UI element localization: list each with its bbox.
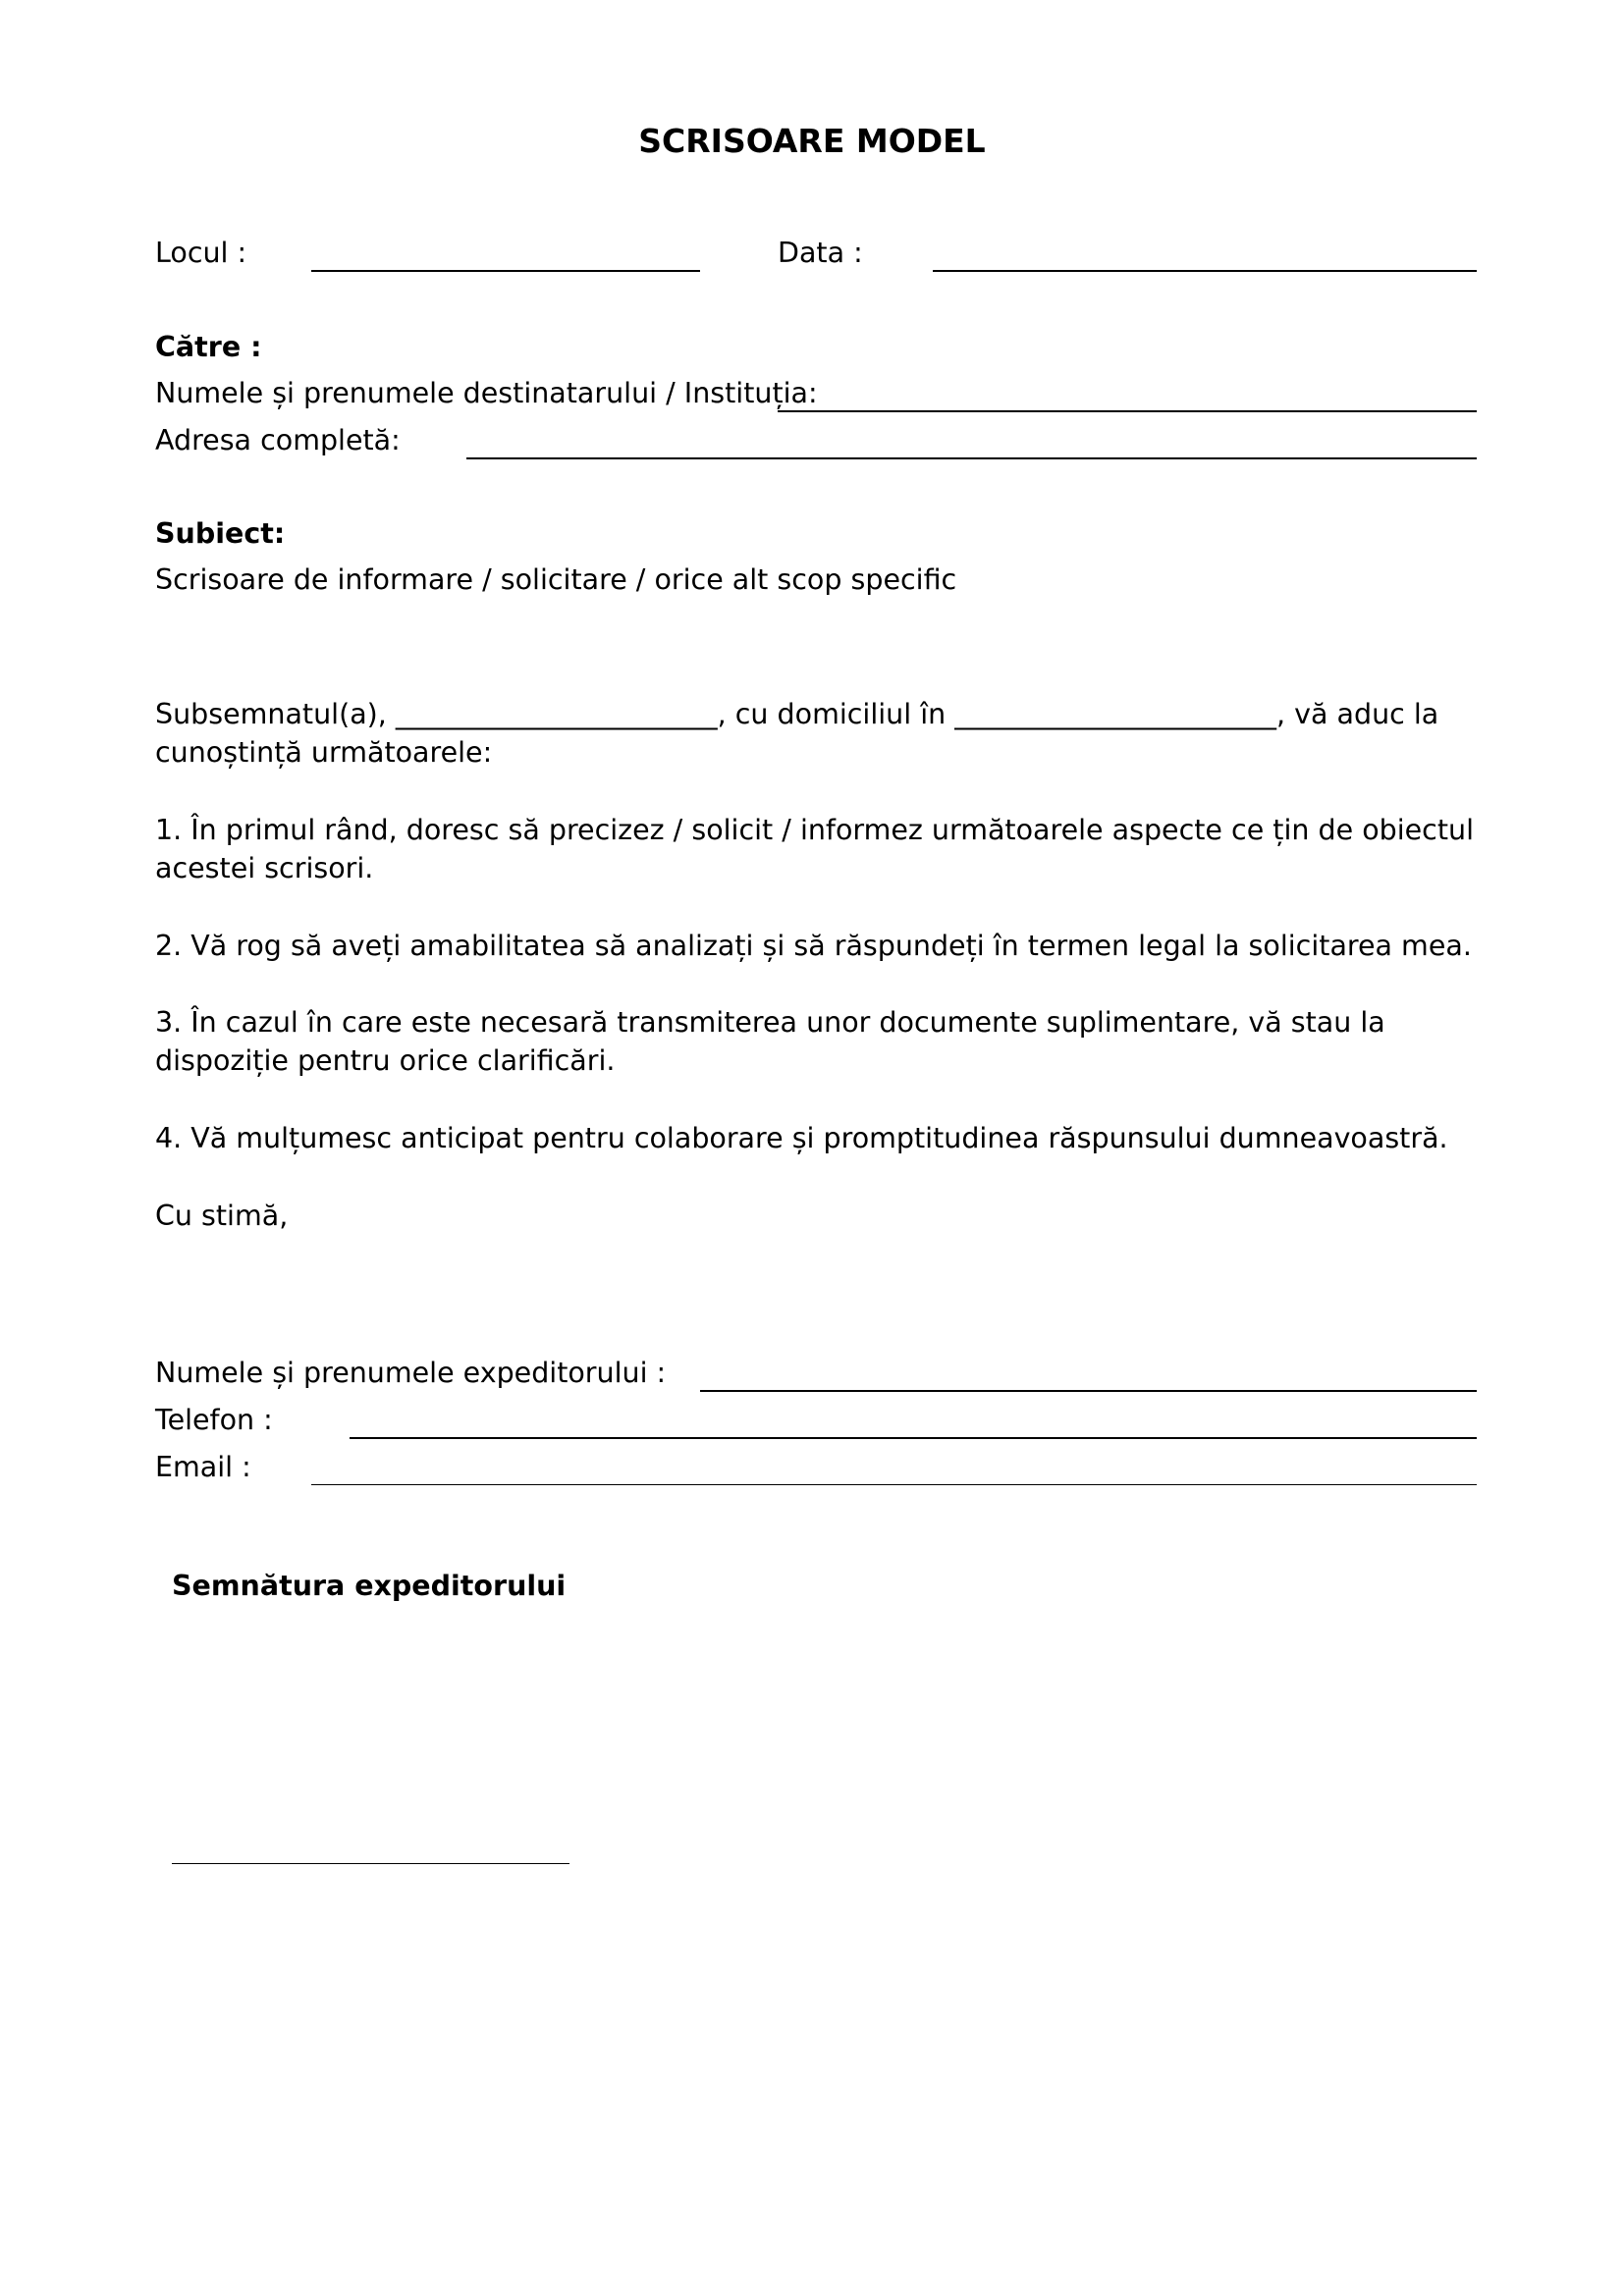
body-point-3: 3. În cazul în care este necesară transmiterea unor documente suplimentare, vă stau la dispoziție pentru orice clarificări.: [155, 1006, 1385, 1077]
sender-email-input-line[interactable]: [311, 1484, 1477, 1485]
recipient-address-label: Adresa completă:: [155, 424, 401, 456]
recipient-name-label: Numele și prenumele destinatarului / Instituția:: [155, 377, 818, 409]
date-label: Data :: [778, 237, 863, 269]
subject-heading: Subiect:: [155, 517, 286, 550]
sender-phone-label: Telefon :: [155, 1404, 273, 1436]
recipient-address-input-line[interactable]: [466, 457, 1477, 459]
subject-text: Scrisoare de informare / solicitare / orice alt scop specific: [155, 563, 957, 596]
body-point-1: 1. În primul rând, doresc să precizez / solicit / informez următoarele aspecte ce țin de obiectul acestei scrisori.: [155, 814, 1474, 884]
signature-line[interactable]: [172, 1863, 569, 1864]
intro-paragraph: Subsemnatul(a), _______________________, cu domiciliul în _______________________, vă aduc la cunoștință următoarele:: [155, 698, 1439, 769]
closing-text: Cu stimă,: [155, 1200, 289, 1232]
sender-email-label: Email :: [155, 1451, 251, 1483]
sender-name-label: Numele și prenumele expeditorului :: [155, 1357, 667, 1389]
sender-name-input-line[interactable]: [700, 1390, 1477, 1392]
body-point-2: 2. Vă rog să aveți amabilitatea să analizați și să răspundeți în termen legal la solicitarea mea.: [155, 930, 1472, 962]
sender-phone-input-line[interactable]: [350, 1437, 1477, 1439]
document-title: SCRISOARE MODEL: [638, 122, 986, 160]
place-input-line[interactable]: [311, 270, 700, 272]
signature-label: Semnătura expeditorului: [172, 1570, 567, 1602]
body-point-4: 4. Vă mulțumesc anticipat pentru colaborare și promptitudinea răspunsului dumneavoastră.: [155, 1122, 1448, 1154]
date-input-line[interactable]: [933, 270, 1477, 272]
place-label: Locul :: [155, 237, 247, 269]
recipient-heading: Către :: [155, 331, 262, 363]
recipient-name-input-line[interactable]: [778, 410, 1477, 412]
